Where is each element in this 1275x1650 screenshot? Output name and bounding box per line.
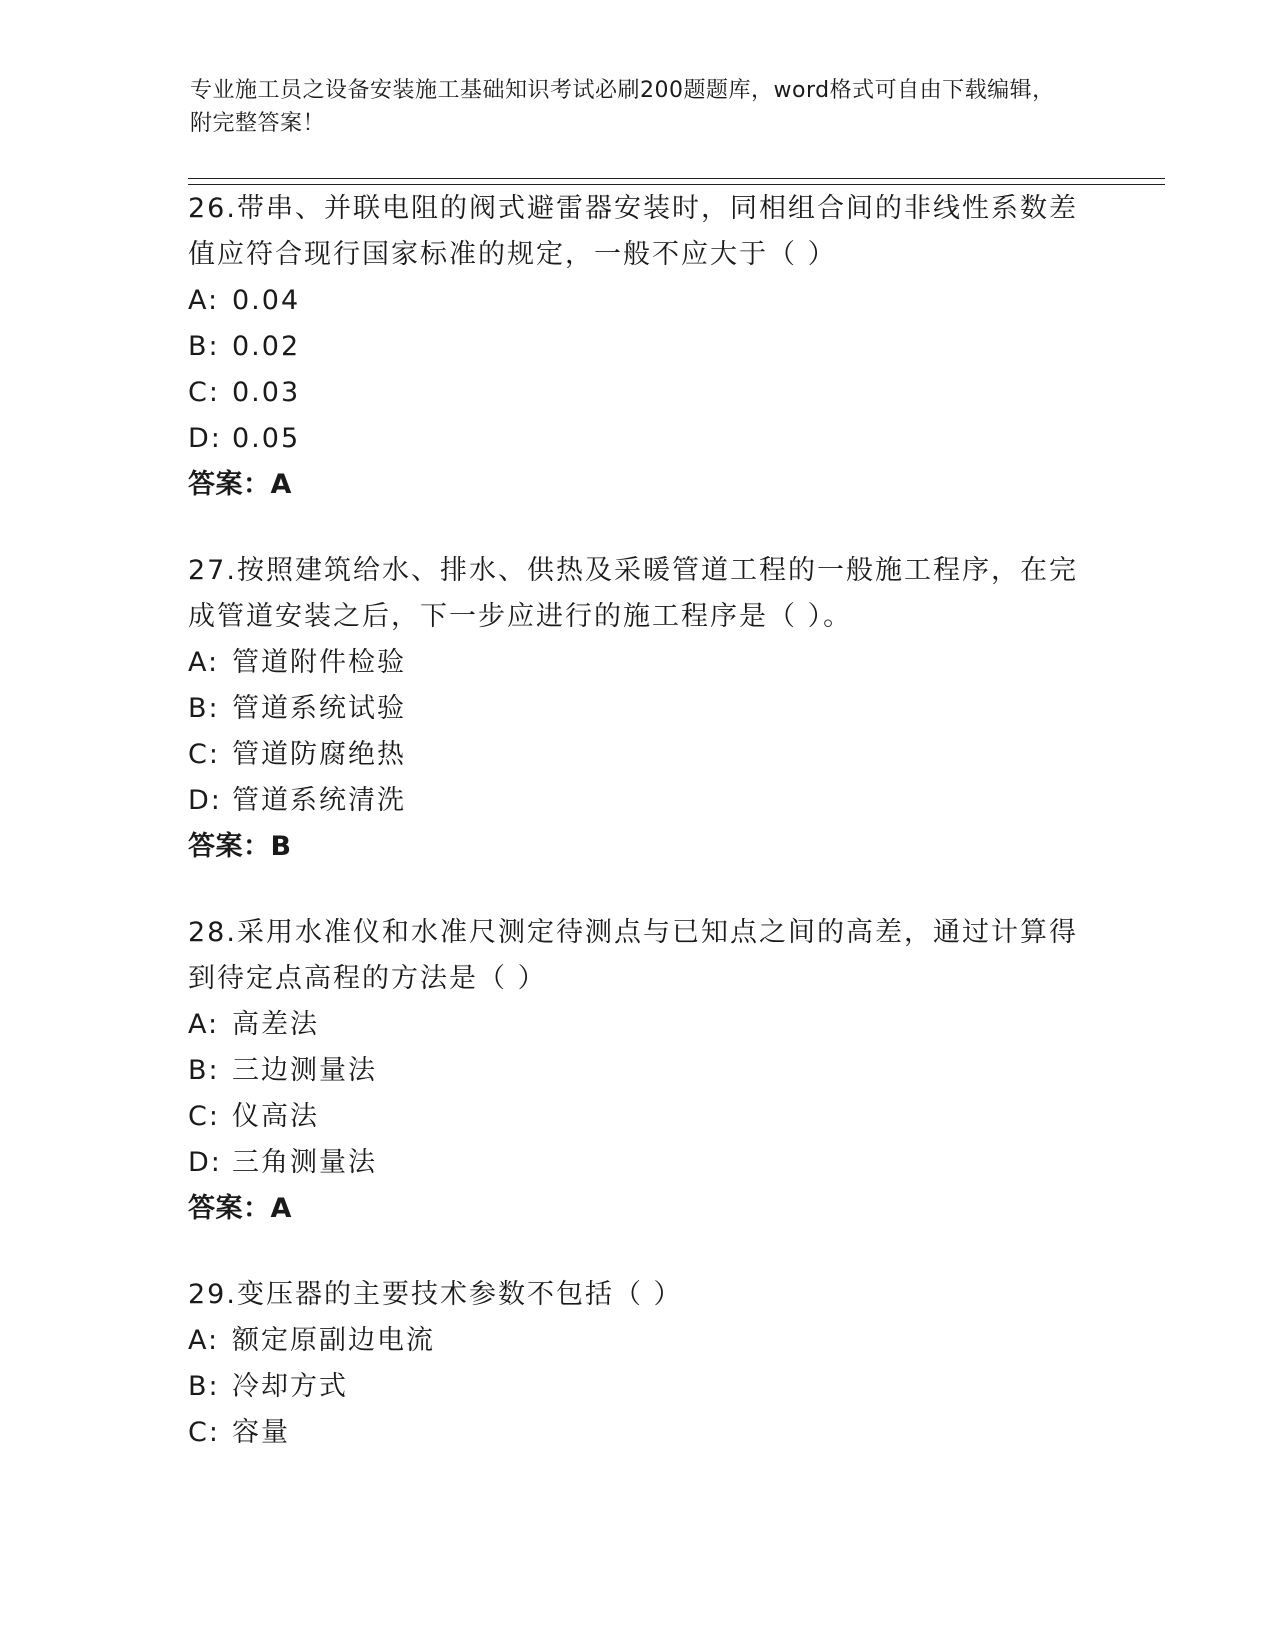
option-value: 仪高法 xyxy=(232,1101,319,1132)
option-key: A: xyxy=(188,285,220,316)
header-divider-top xyxy=(188,178,1165,179)
header-divider-bottom xyxy=(188,184,1165,185)
option-value: 管道系统清洗 xyxy=(232,785,406,816)
option-key: B: xyxy=(188,693,220,724)
option-d xyxy=(188,416,1078,462)
question-28 xyxy=(188,910,1078,1232)
option-b xyxy=(188,324,1078,370)
option-key: C: xyxy=(188,1101,220,1132)
option-b xyxy=(188,1364,1078,1410)
option-key: C: xyxy=(188,1417,220,1448)
option-a xyxy=(188,1318,1078,1364)
question-text: 28.采用水准仪和水准尺测定待测点与已知点之间的高差，通过计算得到待定点高程的方法是（ ） xyxy=(188,917,1078,994)
option-key: D: xyxy=(188,423,222,454)
option-key: C: xyxy=(188,377,220,408)
option-b xyxy=(188,686,1078,732)
option-value: 0.04 xyxy=(232,285,301,316)
option-key: D: xyxy=(188,1147,222,1178)
option-key: A: xyxy=(188,1009,220,1040)
option-value: 冷却方式 xyxy=(232,1371,348,1402)
option-d xyxy=(188,778,1078,824)
option-key: A: xyxy=(188,1325,220,1356)
answer-label: 答案：A xyxy=(188,469,292,500)
option-key: B: xyxy=(188,1055,220,1086)
option-a xyxy=(188,278,1078,324)
option-value: 额定原副边电流 xyxy=(232,1325,435,1356)
document-header: 专业施工员之设备安装施工基础知识考试必刷200题题库，word格式可自由下载编辑，附完整答案！ xyxy=(190,78,1055,136)
option-d xyxy=(188,1140,1078,1186)
question-text: 29.变压器的主要技术参数不包括（ ） xyxy=(188,1279,683,1310)
option-value: 管道附件检验 xyxy=(232,647,406,678)
option-value: 容量 xyxy=(232,1417,290,1448)
option-value: 三角测量法 xyxy=(232,1147,377,1178)
question-26 xyxy=(188,186,1078,508)
question-27 xyxy=(188,548,1078,870)
option-value: 0.02 xyxy=(232,331,301,362)
answer-label: 答案：A xyxy=(188,1193,292,1224)
question-text: 27.按照建筑给水、排水、供热及采暖管道工程的一般施工程序，在完成管道安装之后，下一步应进行的施工程序是（ ）。 xyxy=(188,555,1078,632)
option-value: 0.03 xyxy=(232,377,301,408)
option-c xyxy=(188,732,1078,778)
option-value: 0.05 xyxy=(232,423,301,454)
option-value: 三边测量法 xyxy=(232,1055,377,1086)
option-a xyxy=(188,640,1078,686)
option-value: 管道防腐绝热 xyxy=(232,739,406,770)
question-text: 26.带串、并联电阻的阀式避雷器安装时，同相组合间的非线性系数差值应符合现行国家标准的规定，一般不应大于（ ） xyxy=(188,193,1078,270)
option-key: B: xyxy=(188,1371,220,1402)
answer-label: 答案：B xyxy=(188,831,292,862)
option-value: 管道系统试验 xyxy=(232,693,406,724)
option-c xyxy=(188,370,1078,416)
option-key: C: xyxy=(188,739,220,770)
option-a xyxy=(188,1002,1078,1048)
option-b xyxy=(188,1048,1078,1094)
option-key: D: xyxy=(188,785,222,816)
option-key: A: xyxy=(188,647,220,678)
option-c xyxy=(188,1410,1078,1456)
option-value: 高差法 xyxy=(232,1009,319,1040)
option-key: B: xyxy=(188,331,220,362)
question-29 xyxy=(188,1272,1078,1456)
option-c xyxy=(188,1094,1078,1140)
